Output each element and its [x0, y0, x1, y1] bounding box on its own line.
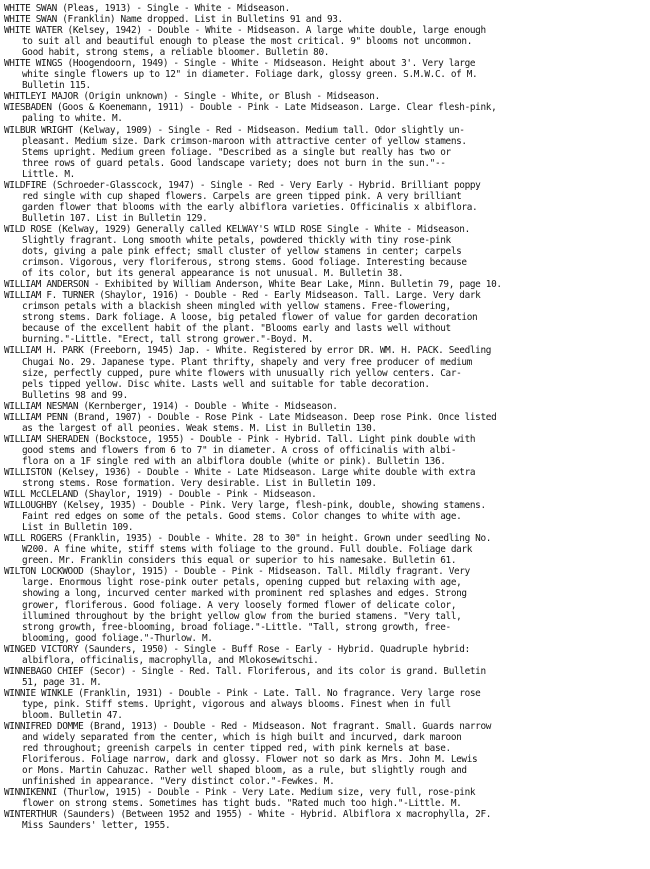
- entry-continuation-line: bloom. Bulletin 47.: [22, 710, 123, 721]
- peony-entry: [4, 666, 644, 688]
- entry-continuation-line: as the largest of all peonies. Weak stems. M. List in Bulletin 130.: [22, 422, 377, 434]
- entry-heading-line: WILBUR WRIGHT (Kelway, 1909) - Single - Red - Midseason. Medium tall. Odor slightly un-: [4, 124, 465, 136]
- entry-continuation-line: green. Mr. Franklin considers this equal or superior to his namesake. Bulletin 61.: [22, 555, 457, 567]
- entry-continuation-line: strong stems. Rose formation. Very desirable. List in Bulletin 109.: [22, 478, 377, 490]
- peony-entry: [4, 102, 644, 124]
- peony-entry: [4, 125, 644, 180]
- entry-continuation-line: strong stems. Dark foliage. A loose, big petaled flower of value for garden decoration: [22, 312, 478, 324]
- entry-heading-line: WILLISTON (Kelsey, 1936) - Double - White - Late Midseason. Large white double with extra: [4, 466, 476, 478]
- entry-heading-line: WILLIAM ANDERSON - Exhibited by William Anderson, White Bear Lake, Minn. Bulletin 79, page 10.: [4, 279, 502, 291]
- entry-continuation-line: red single with cup shaped flowers. Carpels are green tipped pink. A very brilliant: [22, 190, 462, 202]
- entry-heading-line: WHITE SWAN (Pleas, 1913) - Single - White - Midseason.: [4, 3, 290, 14]
- entry-heading-line: WINNIFRED DOMME (Brand, 1913) - Double - Red - Midseason. Not fragrant. Small. Guards narrow: [4, 721, 492, 733]
- entry-heading-line: WILL ROGERS (Franklin, 1935) - Double - White. 28 to 30" in height. Grown under seedling No.: [4, 533, 492, 545]
- peony-entry: [4, 644, 644, 666]
- entry-continuation-line: Chugai No. 29. Japanese type. Plant thrifty, shapely and very free producer of medium: [22, 356, 473, 368]
- entry-heading-line: WINGED VICTORY (Saunders, 1950) - Single - Buff Rose - Early - Hybrid. Quadruple hybrid:: [4, 643, 470, 655]
- entry-continuation-line: Floriferous. Foliage narrow, dark and glossy. Flower not so dark as Mrs. John M. Lewis: [22, 754, 478, 766]
- entry-continuation-line: W200. A fine white, stiff stems with foliage to the ground. Full double. Foliage dark: [22, 544, 473, 556]
- peony-entry: [4, 688, 644, 721]
- entry-continuation-line: Stems upright. Medium green foliage. "Described as a single but really has two or: [22, 146, 451, 158]
- entry-continuation-line: List in Bulletin 109.: [22, 522, 134, 534]
- entry-heading-line: WILLIAM F. TURNER (Shaylor, 1916) - Double - Red - Early Midseason. Tall. Large. Very dark: [4, 290, 481, 302]
- entry-continuation-line: and widely separated from the center, which is high built and incurved, dark maroon: [22, 732, 462, 744]
- peony-entry: [4, 25, 644, 58]
- entry-heading-line: WHITE WINGS (Hoogendoorn, 1949) - Single - White - Midseason. Height about 3'. Very large: [4, 58, 476, 70]
- entry-continuation-line: good stems and flowers from 6 to 7" in diameter. A cross of officinalis with albi-: [22, 444, 457, 456]
- entry-continuation-line: Bulletin 115.: [22, 80, 91, 92]
- peony-entry: [4, 345, 644, 400]
- entry-continuation-line: garden flower that blooms with the early albiflora varieties. Officinalis x albiflora.: [22, 201, 478, 213]
- entry-continuation-line: white single flowers up to 12" in diameter. Foliage dark, glossy green. S.M.W.C. of M.: [22, 69, 478, 81]
- peony-entry: [4, 489, 644, 500]
- entry-heading-line: WILL McCLELAND (Shaylor, 1919) - Double - Pink - Midseason.: [4, 489, 317, 501]
- entry-heading-line: WILLIAM SHERADEN (Bockstoce, 1955) - Double - Pink - Hybrid. Tall. Light pink double with: [4, 433, 476, 445]
- entry-heading-line: WHITE WATER (Kelsey, 1942) - Double - White - Midseason. A large white double, large enough: [4, 25, 486, 37]
- entry-continuation-line: crimson petals with a blackish sheen mingled with yellow stamens. Free-flowering,: [22, 301, 451, 313]
- entry-continuation-line: to suit all and beautiful enough to please the most critical. 9" blooms not uncommon.: [22, 36, 473, 48]
- entry-heading-line: WILLIAM H. PARK (Freeborn, 1945) Jap. - White. Registered by error DR. WM. H. PACK. Seedling: [4, 345, 492, 357]
- peony-entry: [4, 58, 644, 91]
- entry-continuation-line: Slightly fragrant. Long smooth white petals, powdered thickly with tiny rose-pink: [22, 234, 451, 246]
- peony-entry: [4, 279, 644, 290]
- entry-continuation-line: pleasant. Medium size. Dark crimson-maroon with attractive center of yellow stamens.: [22, 135, 467, 147]
- entry-heading-line: WINNIKENNI (Thurlow, 1915) - Double - Pink - Very Late. Medium size, very full, rose-pink: [4, 787, 476, 799]
- entry-continuation-line: of its color, but its general appearance is not unusual. M. Bulletin 38.: [22, 268, 404, 280]
- peony-entry: [4, 533, 644, 566]
- entry-continuation-line: size, perfectly cupped, pure white flowers with unusually rich yellow centers. Car-: [22, 367, 462, 379]
- peony-entry: [4, 180, 644, 224]
- entry-continuation-line: Faint red edges on some of the petals. Good stems. Color changes to white with age.: [22, 511, 462, 523]
- entry-continuation-line: large. Enormous light rose-pink outer petals, opening cupped but relaxing with age,: [22, 577, 462, 589]
- entry-continuation-line: dots, giving a pale pink effect; small cluster of yellow stamens in center; carpels: [22, 246, 462, 258]
- entry-continuation-line: illumined throughout by the bright yellow glow from the buried stamens. "Very tall,: [22, 610, 462, 622]
- entry-heading-line: WILLOUGHBY (Kelsey, 1935) - Double - Pink. Very large, flesh-pink, double, showing stamens.: [4, 500, 486, 512]
- peony-entry: [4, 500, 644, 533]
- entry-heading-line: WIESBADEN (Goos & Koenemann, 1911) - Double - Pink - Late Midseason. Large. Clear flesh-pink,: [4, 102, 497, 114]
- entry-continuation-line: Bulletins 98 and 99.: [22, 389, 128, 401]
- entry-continuation-line: Good habit, strong stems, a reliable bloomer. Bulletin 80.: [22, 47, 330, 59]
- entry-continuation-line: or Mons. Martin Cahuzac. Rather well shaped bloom, as a rule, but slightly rough and: [22, 765, 467, 777]
- peony-entry: [4, 434, 644, 467]
- entry-heading-line: WINTERTHUR (Saunders) (Between 1952 and 1955) - White - Hybrid. Albiflora x macrophylla, 2F.: [4, 809, 492, 821]
- entry-continuation-line: flower on strong stems. Sometimes has tight buds. "Rated much too high."-Little. M.: [22, 798, 462, 810]
- entry-heading-line: WILLIAM NESMAN (Kernberger, 1914) - Double - White - Midseason.: [4, 400, 338, 412]
- entry-heading-line: WINNIE WINKLE (Franklin, 1931) - Double - Pink - Late. Tall. No fragrance. Very large rose: [4, 687, 481, 699]
- entry-continuation-line: Bulletin 107. List in Bulletin 129.: [22, 212, 208, 224]
- peony-entry: [4, 91, 644, 102]
- entry-continuation-line: crimson. Vigorous, very floriferous, strong stems. Good foliage. Interesting because: [22, 257, 467, 269]
- peony-entry: [4, 566, 644, 643]
- entry-heading-line: WILDFIRE (Schroeder-Glasscock, 1947) - Single - Red - Very Early - Hybrid. Brilliant poppy: [4, 179, 481, 191]
- entry-continuation-line: Little. M.: [22, 168, 75, 180]
- peony-entry: [4, 14, 644, 25]
- entry-continuation-line: paling to white. M.: [22, 113, 123, 125]
- peony-entry: [4, 809, 644, 831]
- entry-continuation-line: showing a long, incurved center marked with prominent red splashes and edges. Strong: [22, 588, 467, 600]
- entry-continuation-line: type, pink. Stiff stems. Upright, vigorous and always blooms. Finest when in full: [22, 698, 451, 710]
- entry-continuation-line: albiflora, officinalis, macrophylla, and Mlokosewitschi.: [22, 654, 319, 666]
- entry-heading-line: WINNEBAGO CHIEF (Secor) - Single - Red. Tall. Floriferous, and its color is grand. Bulletin: [4, 665, 486, 677]
- entry-continuation-line: blooming, good foliage."-Thurlow. M.: [22, 632, 213, 644]
- entry-continuation-line: flora on a 1F single red with an albiflora double (white or pink). Bulletin 136.: [22, 455, 446, 467]
- peony-entry: [4, 787, 644, 809]
- entry-heading-line: WILTON LOCKWOOD (Shaylor, 1915) - Double - Pink - Midseason. Tall. Mildly fragrant. Very: [4, 566, 470, 578]
- entry-continuation-line: pels tipped yellow. Disc white. Lasts well and suitable for table decoration.: [22, 378, 430, 390]
- entry-continuation-line: Miss Saunders' letter, 1955.: [22, 820, 171, 832]
- entry-continuation-line: because of the excellent habit of the plant. "Blooms early and lasts well without: [22, 323, 451, 335]
- entry-continuation-line: red throughout; greenish carpels in center tipped red, with pink kernels at base.: [22, 743, 451, 755]
- peony-entry: [4, 3, 644, 14]
- peony-entry: [4, 224, 644, 279]
- peony-entry: [4, 401, 644, 412]
- peony-entry: [4, 467, 644, 489]
- entry-continuation-line: strong growth, free-blooming, broad foliage."-Little. "Tall, strong growth, free-: [22, 621, 451, 633]
- peony-entry: [4, 721, 644, 787]
- entry-continuation-line: burning."-Little. "Erect, tall strong grower."-Boyd. M.: [22, 334, 314, 346]
- entry-heading-line: WHITLEYI MAJOR (Origin unknown) - Single - White, or Blush - Midseason.: [4, 91, 380, 103]
- peony-entry: [4, 290, 644, 345]
- entry-heading-line: WILD ROSE (Kelway, 1929) Generally called KELWAY'S WILD ROSE Single - White - Midseason.: [4, 223, 470, 235]
- peony-entry: [4, 412, 644, 434]
- entry-continuation-line: 51, page 31. M.: [22, 676, 102, 688]
- entry-continuation-line: unfinished in appearance. "Very distinct color."-Fewkes. M.: [22, 776, 335, 788]
- entry-continuation-line: grower, floriferous. Good foliage. A very loosely formed flower of delicate color,: [22, 599, 457, 611]
- entry-heading-line: WHITE SWAN (Franklin) Name dropped. List in Bulletins 91 and 93.: [4, 14, 343, 26]
- entry-continuation-line: three rows of guard petals. Good landscape variety; does not burn in the sun."--: [22, 157, 446, 169]
- entry-heading-line: WILLIAM PENN (Brand, 1907) - Double - Rose Pink - Late Midseason. Deep rose Pink. Once listed: [4, 411, 497, 423]
